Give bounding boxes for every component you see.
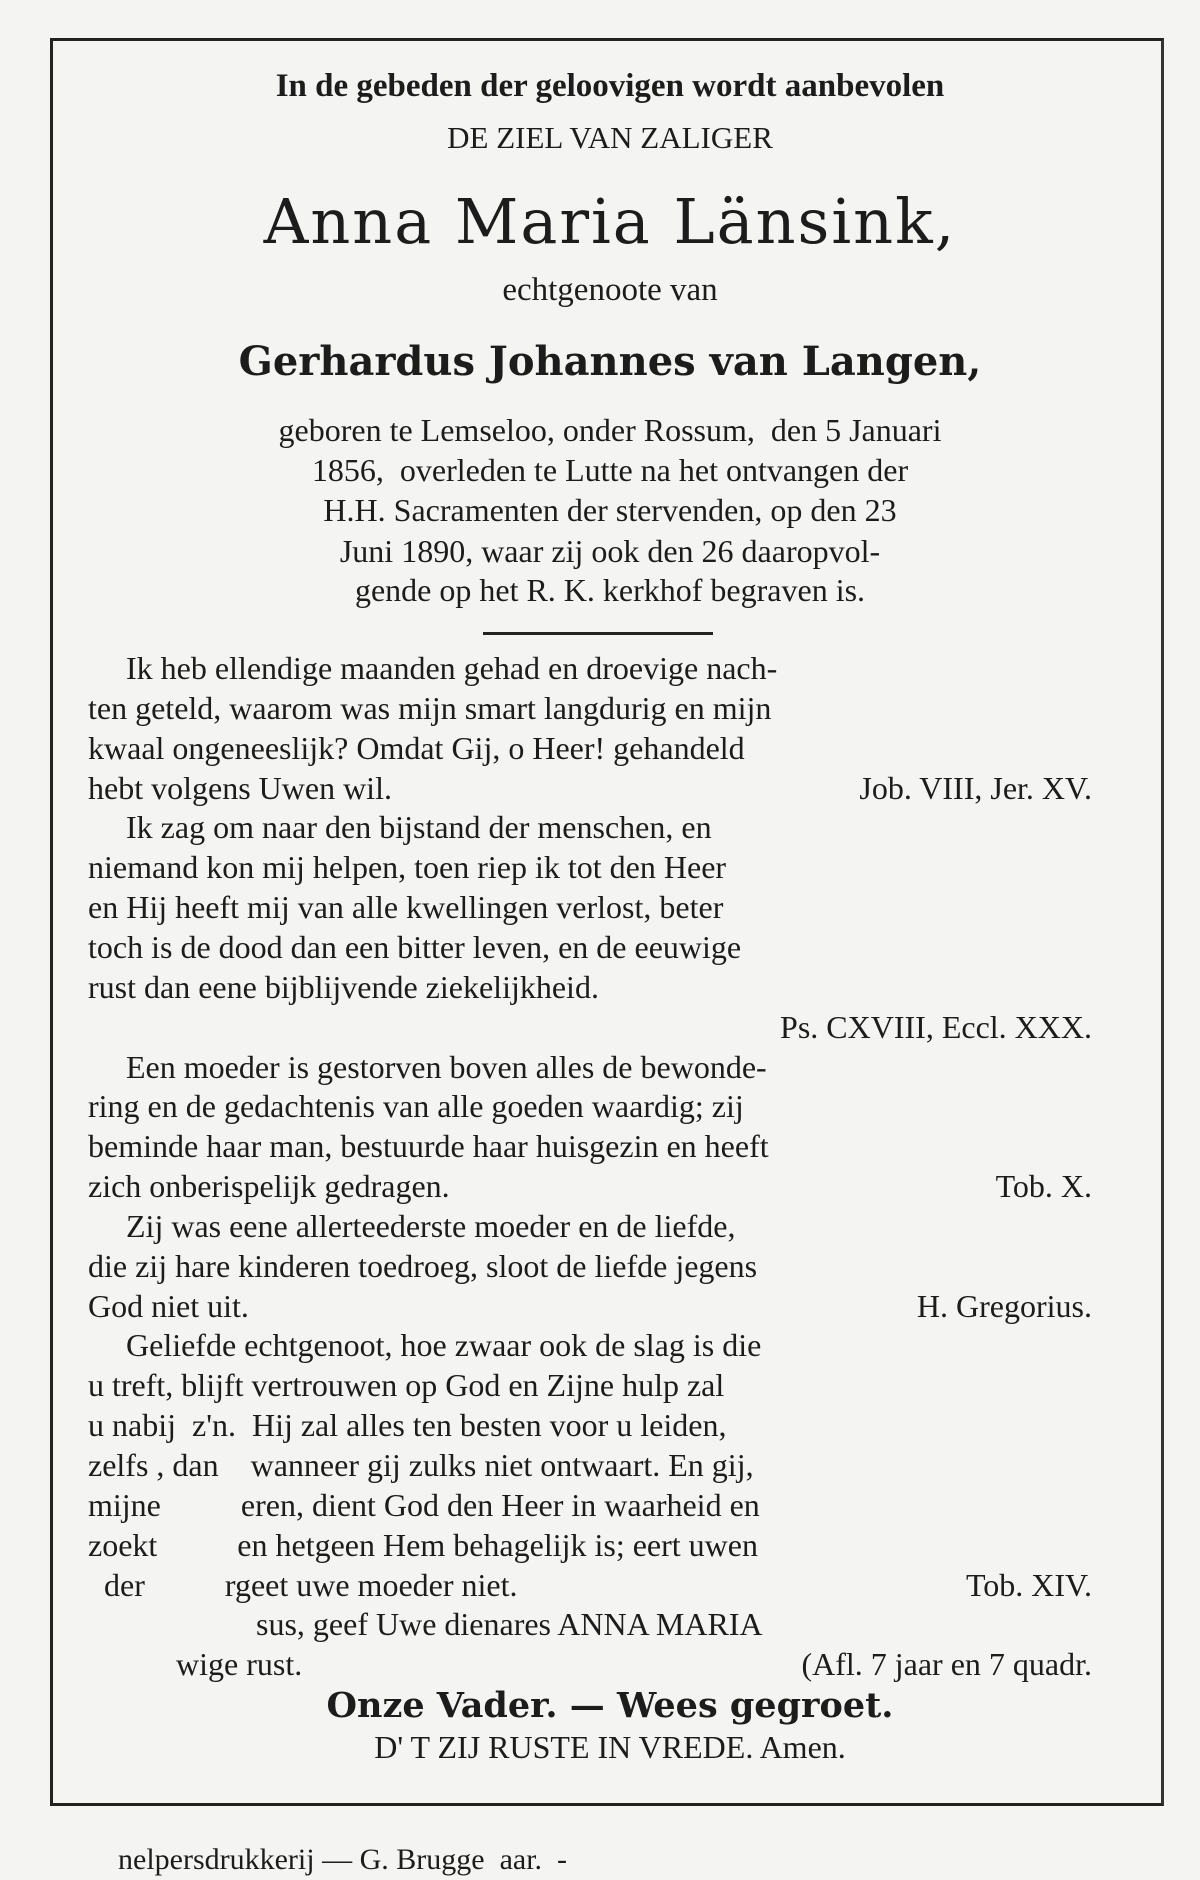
line-text: niemand kon mij helpen, toen riep ik tot den Heer (88, 849, 727, 886)
body-line (88, 967, 1132, 1007)
body-line (88, 1047, 1132, 1087)
body-line (88, 1405, 1132, 1445)
bio-line: H.H. Sacramenten der stervenden, op den 23 (323, 492, 897, 528)
line-text: ten geteld, waarom was mijn smart langdurig en mijn (88, 689, 772, 726)
body-line (88, 1126, 1132, 1166)
body-line (88, 648, 1132, 688)
scripture-reference: Ps. CXVIII, Eccl. XXX. (780, 1008, 1092, 1045)
bio-line: 1856, overleden te Lutte na het ontvangen der (311, 452, 909, 488)
printer-line: nelpersdrukkerij — G. Brugge aar. - (118, 1843, 568, 1876)
line-text: Zij was eene allerteederste moeder en de liefde, (126, 1207, 736, 1244)
line-text: u treft, blijft vertrouwen op God en Zijne hulp zal (88, 1367, 725, 1404)
line-text: Ik zag om naar den bijstand der menschen, en (126, 809, 712, 846)
line-text: Een moeder is gestorven boven alles de bewonde- (126, 1048, 767, 1085)
body-line (88, 847, 1132, 887)
line-text: kwaal ongeneeslijk? Omdat Gij, o Heer! gehandeld (88, 729, 745, 766)
line-text: zich onberispelijk gedragen. (88, 1168, 450, 1205)
body-line (88, 1525, 1132, 1565)
scripture-reference: Tob. XIV. (965, 1566, 1092, 1603)
line-text: wige rust. (88, 1646, 303, 1683)
line-text: der rgeet uwe moeder niet. (88, 1566, 518, 1603)
body-line (88, 1206, 1132, 1246)
line-text: en Hij heeft mij van alle kwellingen verlost, beter (88, 889, 724, 926)
line-text: Geliefde echtgenoot, hoe zwaar ook de slag is die (126, 1327, 762, 1364)
body-line (88, 807, 1132, 847)
body-line (88, 1565, 1132, 1605)
bio-line: Juni 1890, waar zij ook den 26 daaropvol- (339, 533, 881, 569)
scripture-reference: H. Gregorius. (916, 1287, 1092, 1324)
intro-line: In de gebeden der geloovigen wordt aanbevolen (275, 68, 945, 104)
line-text: zoekt en hetgeen Hem behagelijk is; eert uwen (88, 1526, 758, 1563)
line-text: hebt volgens Uwen wil. (88, 769, 392, 806)
prayer-line: Onze Vader. — Wees gegroet. (326, 1685, 894, 1726)
line-text: sus, geef Uwe dienares ANNA MARIA (88, 1606, 763, 1643)
line-text: rust dan eene bijblijvende ziekelijkheid. (88, 968, 599, 1005)
body-line (88, 927, 1132, 967)
line-text: ring en de gedachtenis van alle goeden waardig; zij (88, 1088, 744, 1125)
body-line (88, 1325, 1132, 1365)
body-line (88, 1365, 1132, 1405)
husband-name: Gerhardus Johannes van Langen, (238, 338, 982, 385)
body-line (88, 728, 1132, 768)
line-text: u nabij z'n. Hij zal alles ten besten voor u leiden, (88, 1407, 727, 1444)
body-line (88, 887, 1132, 927)
body-line (88, 1286, 1132, 1326)
body-line (88, 1445, 1132, 1485)
relation-line: echtgenoote van (502, 272, 718, 308)
scripture-reference: Tob. X. (995, 1168, 1092, 1205)
body-line (88, 1246, 1132, 1286)
body-line (88, 1007, 1132, 1047)
divider (483, 632, 713, 635)
body-line (88, 1086, 1132, 1126)
scripture-reference: Job. VIII, Jer. XV. (859, 769, 1092, 806)
bio-line: geboren te Lemseloo, onder Rossum, den 5 Januari (278, 412, 942, 448)
line-text: beminde haar man, bestuurde haar huisgezin en heeft (88, 1128, 769, 1165)
bio-line: gende op het R. K. kerkhof begraven is. (354, 572, 866, 608)
body-line (88, 1166, 1132, 1206)
line-text: toch is de dood dan een bitter leven, en de eeuwige (88, 928, 742, 965)
line-text: God niet uit. (88, 1287, 249, 1324)
subtitle: DE ZIEL VAN ZALIGER (447, 120, 773, 155)
rip-line: D' T ZIJ RUSTE IN VREDE. Amen. (374, 1729, 846, 1765)
line-text: zelfs , dan wanneer gij zulks niet ontwaart. En gij, (88, 1447, 754, 1483)
line-text: mijne eren, dient God den Heer in waarheid en (88, 1486, 760, 1523)
scripture-reference: (Afl. 7 jaar en 7 quadr. (801, 1646, 1092, 1683)
line-text: Ik heb ellendige maanden gehad en droevige nach- (126, 650, 778, 686)
body-line (88, 1644, 1132, 1684)
body-line (88, 768, 1132, 808)
body-line (88, 688, 1132, 728)
deceased-name: Anna Maria Länsink, (263, 185, 957, 258)
line-text: die zij hare kinderen toedroeg, sloot de liefde jegens (88, 1247, 758, 1284)
body-line (88, 1485, 1132, 1525)
body-line (88, 1604, 1132, 1644)
